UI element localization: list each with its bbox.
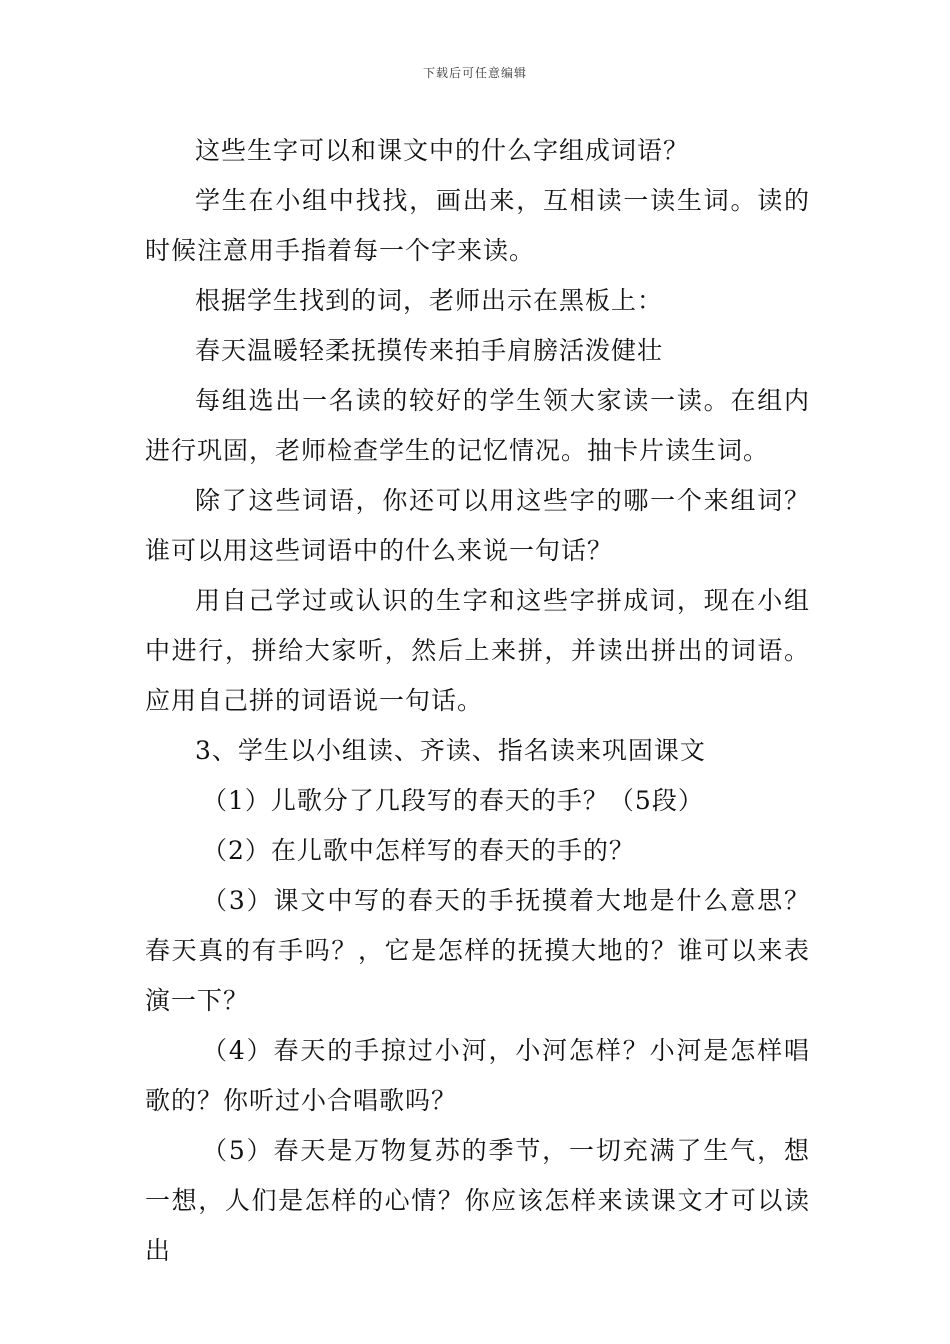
question-3: （3）课文中写的春天的手抚摸着大地是什么意思？春天真的有手吗？，它是怎样的抚摸大地的？谁可以来表演一下？ xyxy=(145,886,810,1015)
question-5: （5）春天是万物复苏的季节，一切充满了生气，想一想，人们是怎样的心情？你应该怎样来读课文才可以读出 xyxy=(145,1136,810,1265)
paragraph-1: 这些生字可以和课文中的什么字组成词语？ xyxy=(195,136,690,165)
paragraph-2: 学生在小组中找找，画出来，互相读一读生词。读的时候注意用手指着每一个字来读。 xyxy=(145,186,810,265)
question-4: （4）春天的手掠过小河，小河怎样？小河是怎样唱歌的？你听过小合唱歌吗？ xyxy=(145,1036,810,1115)
paragraph-6: 除了这些词语，你还可以用这些字的哪一个来组词？谁可以用这些词语中的什么来说一句话？ xyxy=(145,486,810,565)
question-1: （1）儿歌分了几段写的春天的手？（5段） xyxy=(202,786,704,815)
document-body xyxy=(145,126,810,1276)
paragraph-7: 用自己学过或认识的生字和这些字拼成词，现在小组中进行，拼给大家听，然后上来拼，并读出拼出的词语。应用自己拼的词语说一句话。 xyxy=(145,586,810,715)
word-list: 春天温暖轻柔抚摸传来拍手肩膀活泼健壮 xyxy=(195,336,664,365)
section-heading-3: 3、学生以小组读、齐读、指名读来巩固课文 xyxy=(195,736,706,765)
paragraph-3: 根据学生找到的词，老师出示在黑板上： xyxy=(195,286,664,315)
paragraph-5: 每组选出一名读的较好的学生领大家读一读。在组内进行巩固，老师检查学生的记忆情况。抽卡片读生词。 xyxy=(145,386,810,465)
page-header: 下载后可任意编辑 xyxy=(422,66,527,80)
question-2: （2）在儿歌中怎样写的春天的手的？ xyxy=(202,836,635,865)
